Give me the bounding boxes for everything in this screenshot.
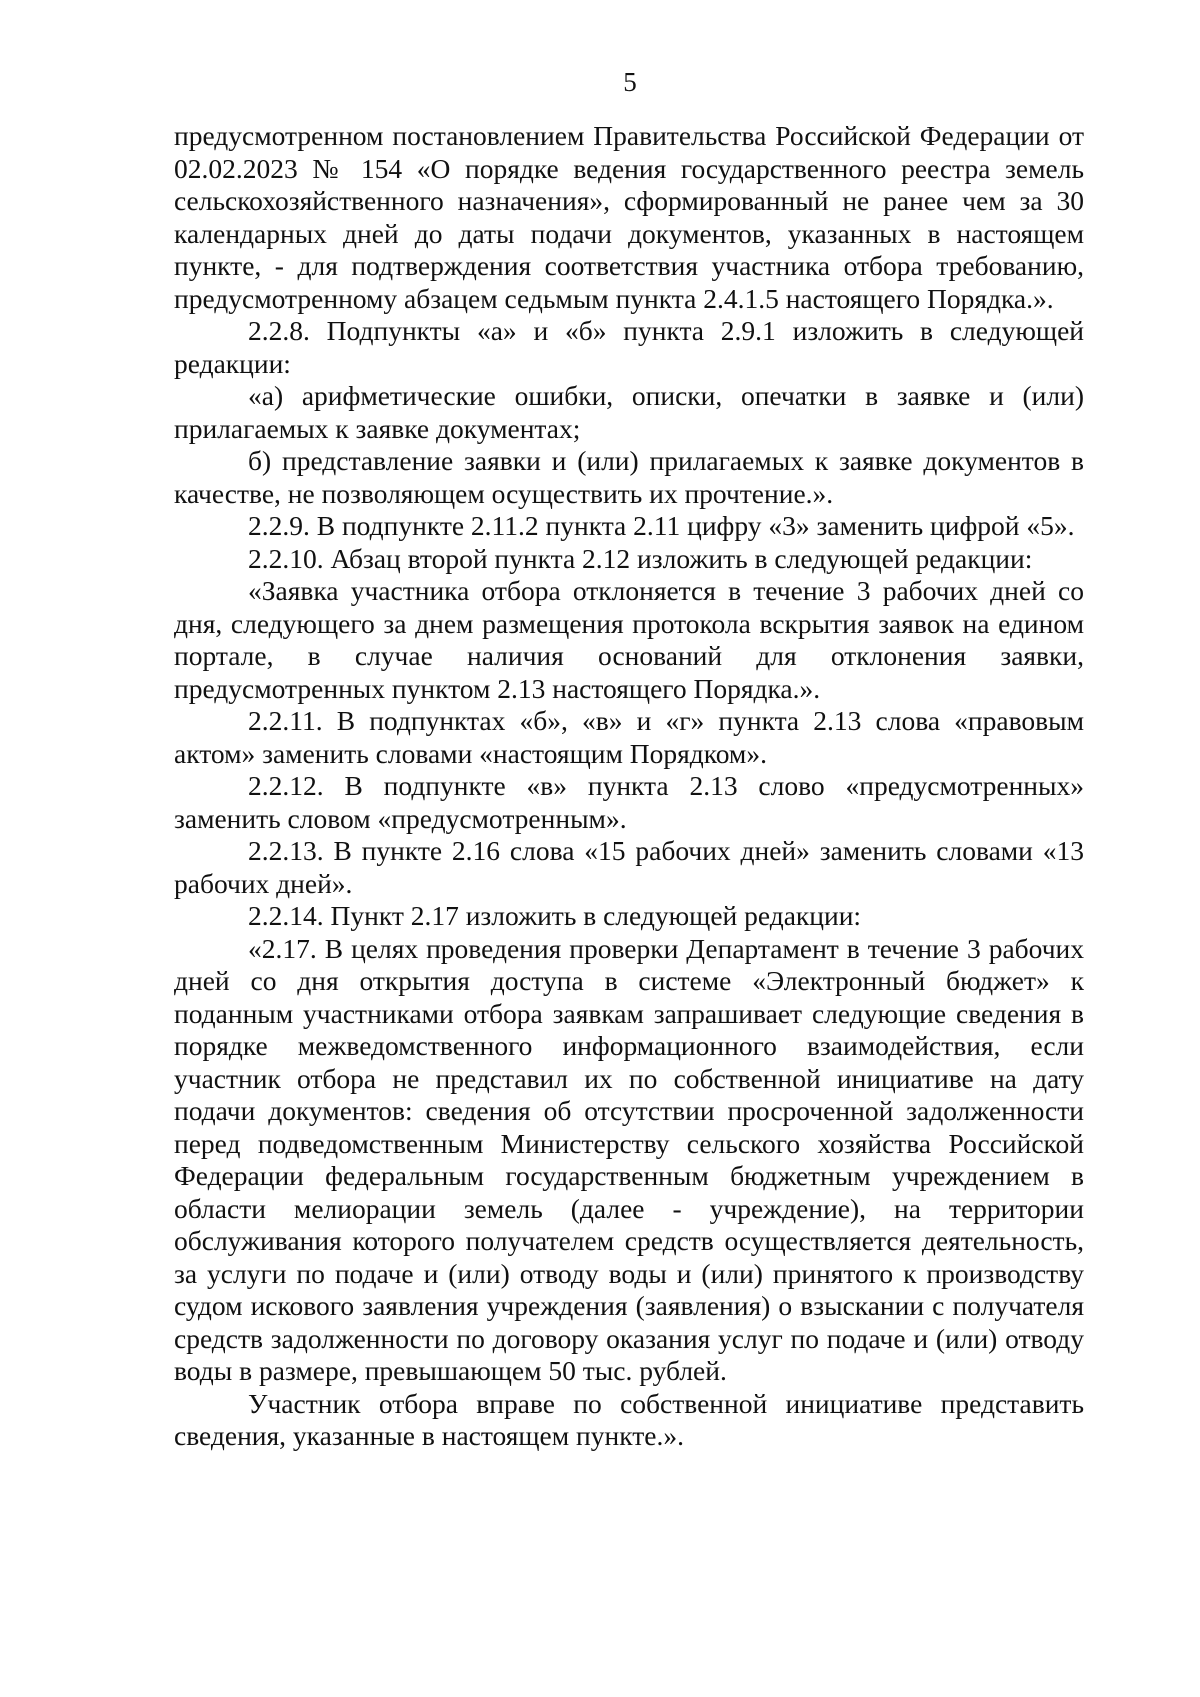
paragraph: «2.17. В целях проведения проверки Департамент в течение 3 рабочих дней со дня открытия доступа в системе «Электронный бюджет» к поданным участниками отбора заявкам запрашивает следующие сведения в порядке межведомственного информационного взаимодействия, если участник отбора не представил их по собственной инициативе на дату подачи документов: сведения об отсутствии просроченной задолженности перед подведомственным Министерству сельского хозяйства Российской Федерации федеральным государственным бюджетным учреждением в области мелиорации земель (далее - учреждение), на территории обслуживания которого получателем средств осуществляется деятельность, за услуги по подаче и (или) отводу воды и (или) принятого к производству судом искового заявления учреждения (заявления) о взыскании с получателя средств задолженности по договору оказания услуг по подаче и (или) отводу воды в размере, превышающем 50 тыс. рублей.: [174, 932, 1084, 1386]
paragraph: предусмотренном постановлением Правительства Российской Федерации от 02.02.2023 № 154 «О порядке ведения государственного реестра земель сельскохозяйственного назначения», сформированный не ранее чем за 30 календарных дней до даты подачи документов, указанных в настоящем пункте, - для подтверждения соответствия участника отбора требованию, предусмотренному абзацем седьмым пункта 2.4.1.5 настоящего Порядка.».: [174, 120, 1084, 314]
paragraph: 2.2.9. В подпункте 2.11.2 пункта 2.11 цифру «3» заменить цифрой «5».: [248, 510, 1075, 541]
paragraph: 2.2.10. Абзац второй пункта 2.12 изложить в следующей редакции:: [248, 542, 1033, 574]
page-number: 5: [623, 67, 637, 97]
paragraph: 2.2.11. В подпунктах «б», «в» и «г» пункта 2.13 слова «правовым актом» заменить словами «настоящим Порядком».: [174, 705, 1084, 769]
paragraph: 2.2.12. В подпункте «в» пункта 2.13 слово «предусмотренных» заменить словом «предусмотренным».: [174, 770, 1084, 834]
paragraph: 2.2.14. Пункт 2.17 изложить в следующей редакции:: [248, 900, 862, 931]
paragraph: Участник отбора вправе по собственной инициативе представить сведения, указанные в настоящем пункте.».: [174, 1387, 1084, 1451]
paragraph: 2.2.13. В пункте 2.16 слова «15 рабочих дней» заменить словами «13 рабочих дней».: [174, 835, 1084, 899]
paragraph: «а) арифметические ошибки, описки, опечатки в заявке и (или) прилагаемых к заявке документах;: [174, 380, 1084, 444]
paragraph: б) представление заявки и (или) прилагаемых к заявке документов в качестве, не позволяющем осуществить их прочтение.».: [174, 445, 1084, 509]
document-body: [174, 120, 1084, 1453]
paragraph: «Заявка участника отбора отклоняется в течение 3 рабочих дней со дня, следующего за днем размещения протокола вскрытия заявок на едином портале, в случае наличия оснований для отклонения заявки, предусмотренных пунктом 2.13 настоящего Порядка.».: [174, 575, 1084, 704]
paragraph: 2.2.8. Подпункты «а» и «б» пункта 2.9.1 изложить в следующей редакции:: [174, 315, 1084, 379]
